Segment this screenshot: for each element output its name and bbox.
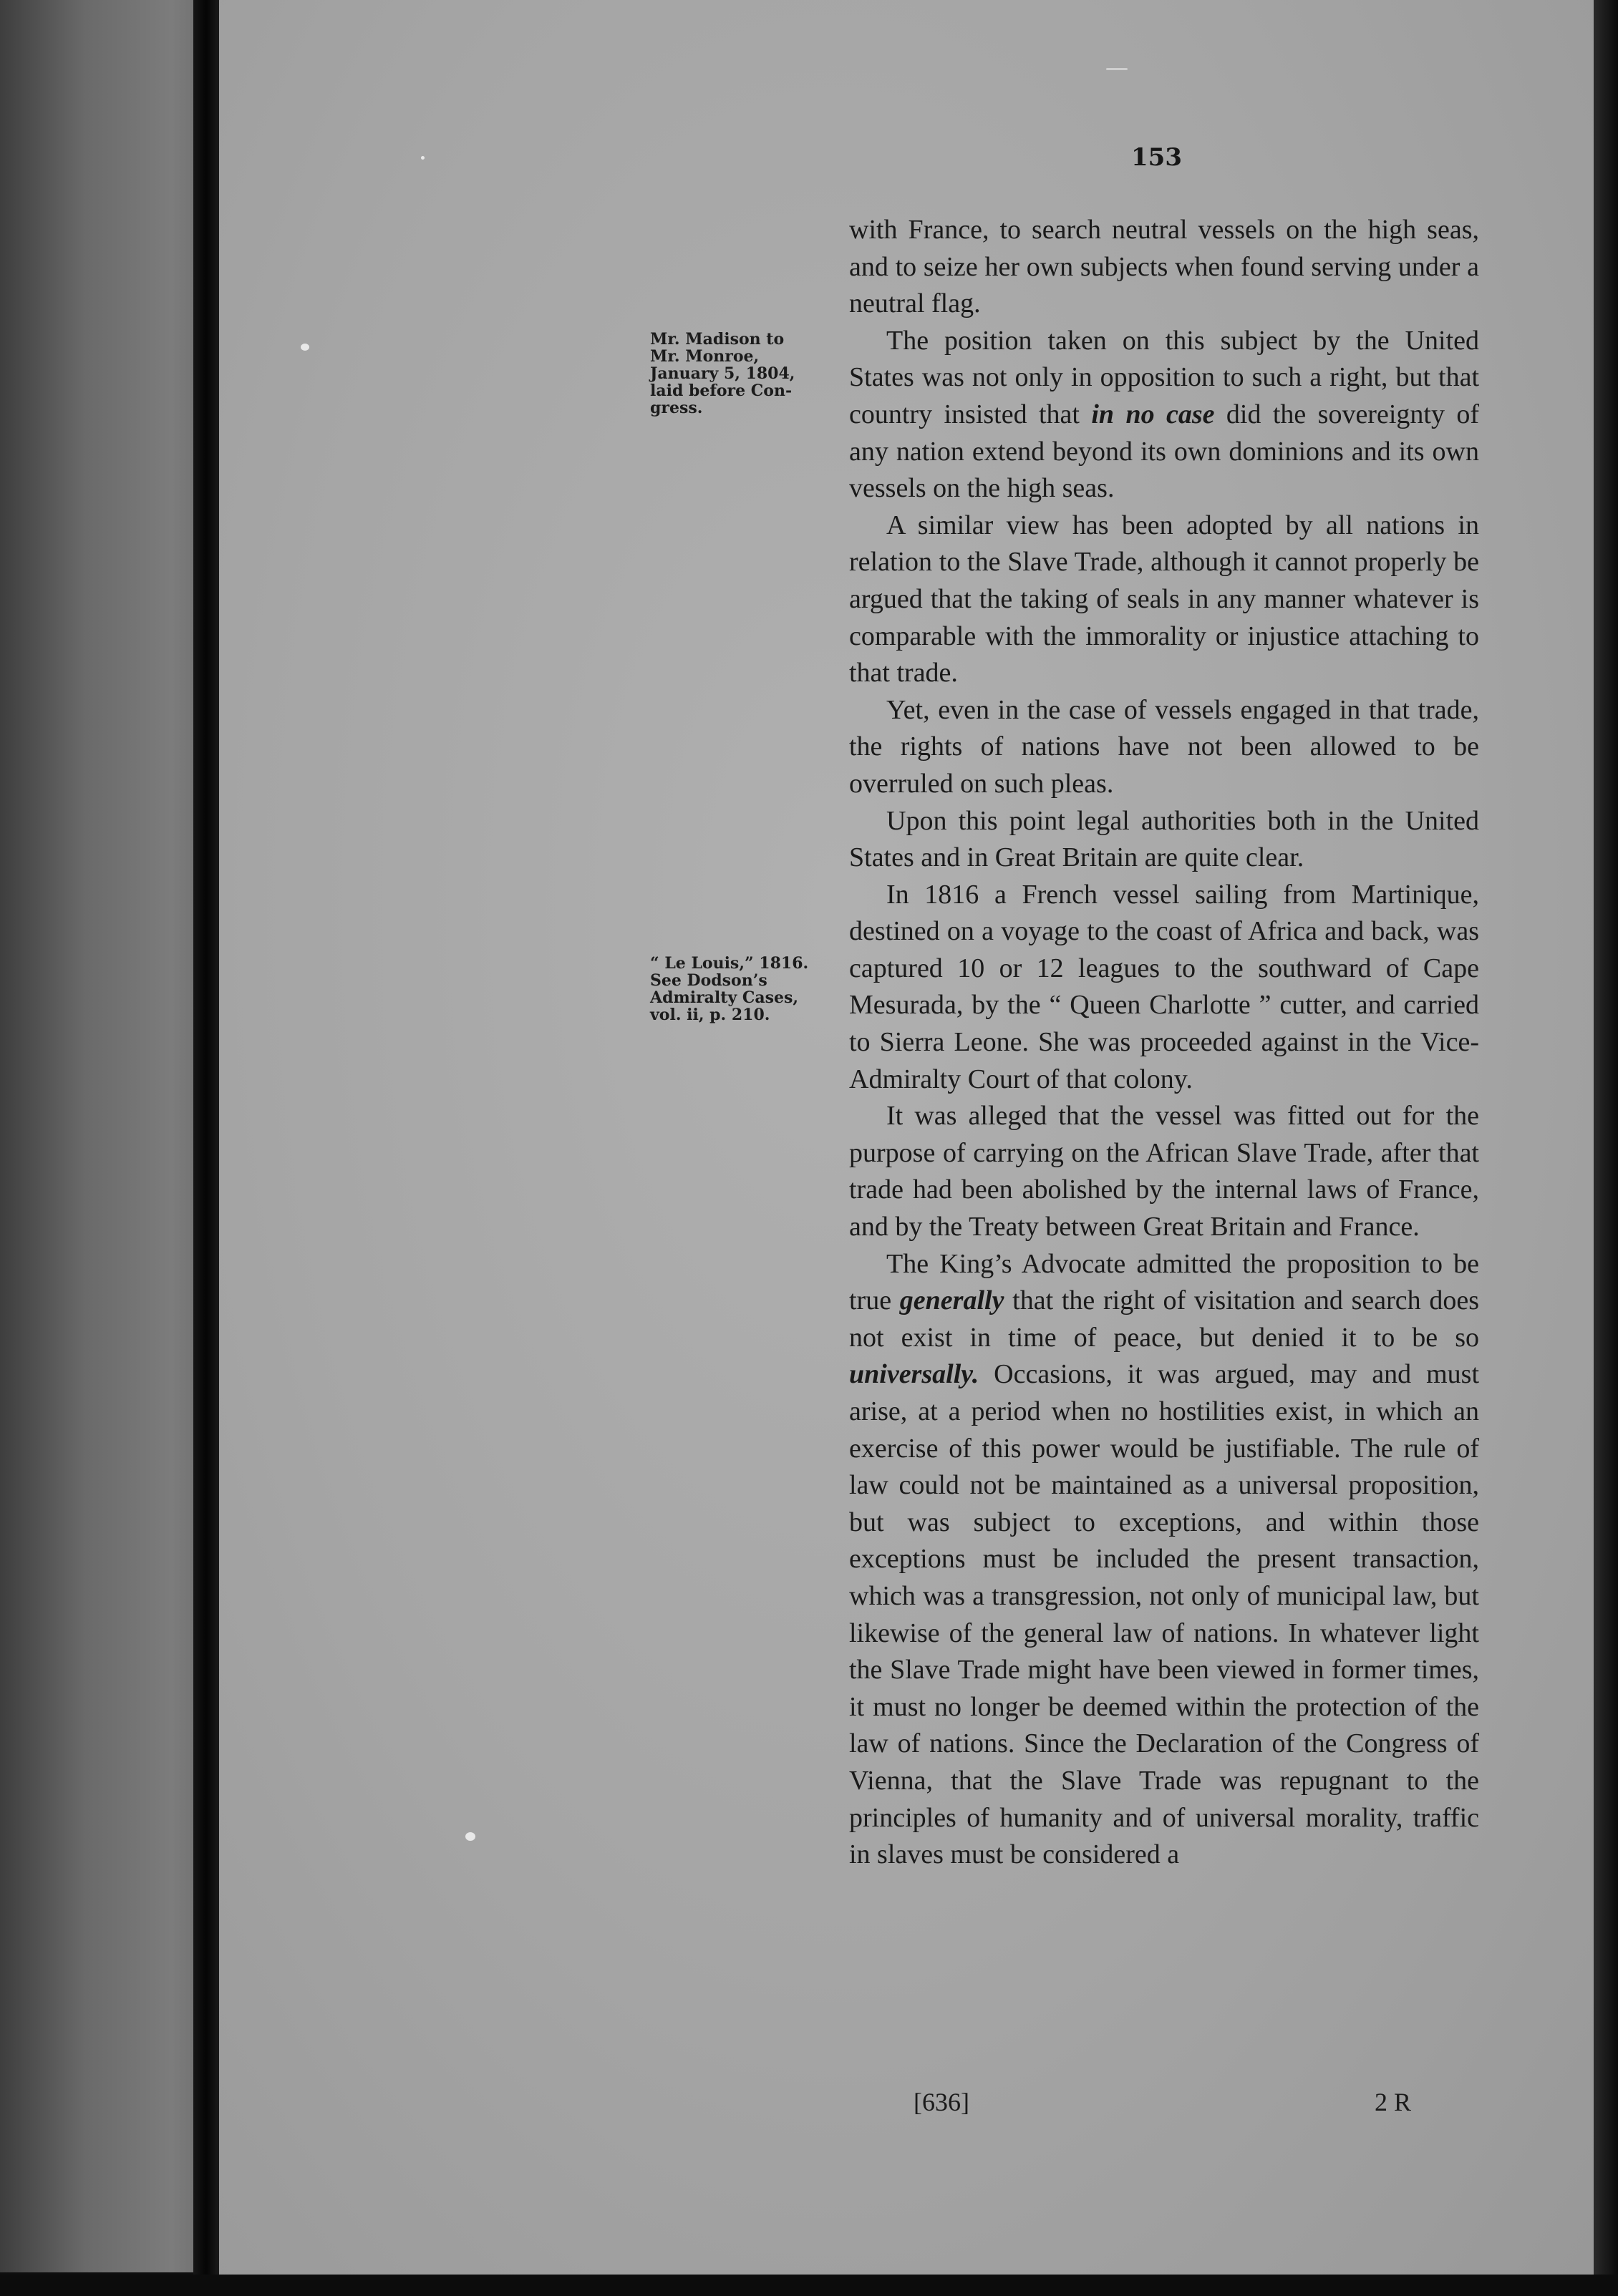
paragraph-rights-of-nations — [849, 692, 1479, 803]
page-number: 153 — [1131, 143, 1182, 172]
page-right-edge — [1594, 0, 1618, 2296]
facing-page-edge — [0, 0, 193, 2272]
dust-speck — [421, 156, 425, 160]
paragraph-allegation — [849, 1098, 1479, 1245]
italic-run: in no case — [1091, 399, 1215, 429]
body-text — [849, 212, 1479, 1874]
dust-speck — [301, 344, 309, 351]
text-run: Occasions, it was argued, may and must arise, at a period when no hostilities exist, in which an exercise of this power would be justifiable. The rule of law could not be maintained as a universal proposition, but was subject to exceptions, and within those exceptions must be included the present transaction, which was a transgression, not only of municipal law, but likewise of the general law of nations. In whatever light the Slave Trade might have been viewed in former times, it must no longer be deemed within the protection of the law of nations. Since the Declaration of the Congress of Vienna, that the Slave Trade was repugnant to the principles of humanity and of universal morality, traffic in slaves must be considered a — [849, 1359, 1479, 1870]
margin-note-line: laid before Con- — [650, 381, 793, 400]
text-run: Upon this point legal authorities both in the United States and in Great Britain are quite clear. — [849, 805, 1479, 873]
text-run: Yet, even in the case of vessels engaged in that trade, the rights of nations have not been allowed to be overruled on such pleas. — [849, 694, 1479, 799]
margin-note-line: gress. — [650, 399, 703, 417]
margin-note-line: vol. ii, p. 210. — [650, 1006, 770, 1024]
paragraph-continuation — [849, 212, 1479, 323]
paragraph-us-position — [849, 323, 1479, 507]
book-gutter — [193, 0, 219, 2296]
text-run: The King’s Advocate admitted the proposition to be true — [849, 1248, 1479, 1316]
paragraph-legal-authorities — [849, 803, 1479, 877]
printer-signature: [636] — [914, 2088, 969, 2116]
paragraph-french-vessel — [849, 877, 1479, 1099]
text-run: with France, to search neutral vessels on the high seas, and to seize her own subjects when found serving under a neutral flag. — [849, 215, 1479, 319]
dust-speck — [465, 1832, 475, 1841]
text-run: that the right of visitation and search does not exist in time of peace, but denied it to be so — [849, 1285, 1479, 1353]
margin-note-madison — [650, 331, 836, 417]
paragraph-kings-advocate — [849, 1246, 1479, 1874]
text-run: The position taken on this subject by the United States was not only in opposition to such a right, but that country insisted that — [849, 325, 1479, 429]
margin-note-line: January 5, 1804, — [650, 364, 795, 383]
margin-note-line: “ Le Louis,” 1816. — [650, 954, 809, 973]
paragraph-slave-trade-view — [849, 507, 1479, 692]
text-run: It was alleged that the vessel was fitted out for the purpose of carrying on the African Slave Trade, after that trade had been abolished by the internal laws of France, and by the Treaty between Great Britain and France. — [849, 1101, 1479, 1242]
sheet-signature-mark: 2 R — [1375, 2088, 1412, 2116]
margin-note-line: Admiralty Cases, — [650, 988, 799, 1007]
margin-note-le-louis — [650, 955, 836, 1023]
margin-note-line: Mr. Monroe, — [650, 347, 760, 366]
dust-streak — [1106, 68, 1128, 70]
text-run: In 1816 a French vessel sailing from Martinique, destined on a voyage to the coast of Africa and back, was captured 10 or 12 leagues to the southward of Cape Mesurada, by the “ Queen Charlotte ” cutter, and carried to Sierra Leone. She was proceeded against in the Vice-Admiralty Court of that colony. — [849, 879, 1479, 1094]
text-run: A similar view has been adopted by all nations in relation to the Slave Trade, although it cannot properly be argued that the taking of seals in any manner whatever is comparable with the immorality or injustice attaching to that trade. — [849, 510, 1479, 689]
text-run: did the sovereignty of any nation extend beyond its own dominions and its own vessels on the high seas. — [849, 399, 1479, 504]
page-bottom-edge — [0, 2275, 1618, 2296]
italic-run: universally. — [849, 1359, 979, 1390]
margin-note-line: See Dodson’s — [650, 971, 767, 990]
margin-note-line: Mr. Madison to — [650, 330, 785, 349]
italic-run: generally — [899, 1285, 1004, 1316]
